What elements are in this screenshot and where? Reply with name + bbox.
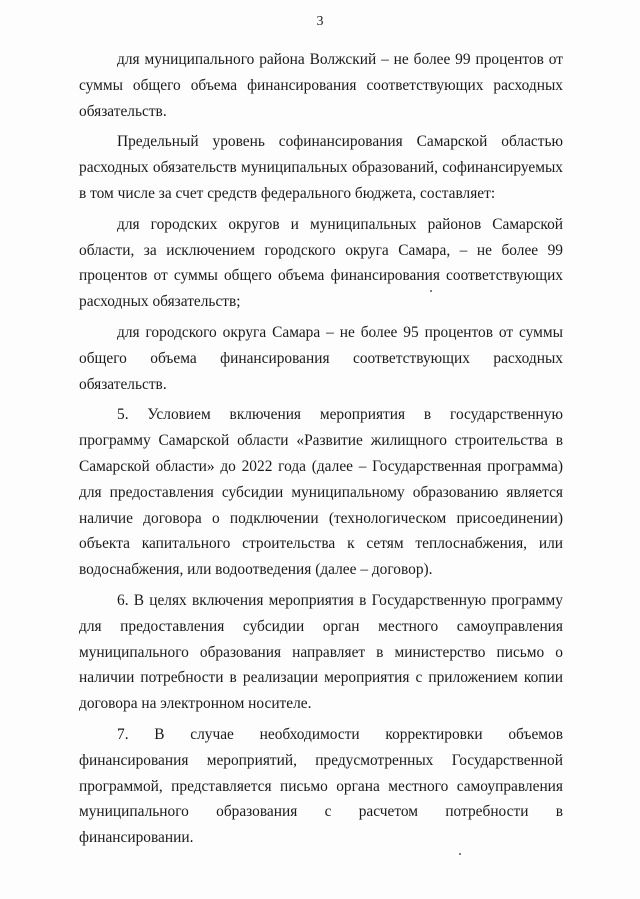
paragraph-3: для городских округов и муниципальных районов Самарской области, за исключением городского округа Самара, – не более 99 процентов от суммы общего объема финансирования соответствующих расходных обязательств; xyxy=(79,215,563,311)
document-body xyxy=(79,47,563,856)
paragraph-6: 6. В целях включения мероприятия в Государственную программу для предоставления субсидии орган местного самоуправления муниципального образования направляет в министерство письмо о наличии потребности в реализации мероприятия с приложением копии договора на электронном носителе. xyxy=(79,591,563,713)
paragraph-1: для муниципального района Волжский – не более 99 процентов от суммы общего объема финансирования соответствующих расходных обязательств. xyxy=(79,51,563,120)
paragraph-7: 7. В случае необходимости корректировки объемов финансирования мероприятий, предусмотренных Государственной программой, представляется письмо органа местного самоуправления муниципального образования с расчетом потребности в финансировании. xyxy=(79,725,563,847)
paragraph-5: 5. Условием включения мероприятия в государственную программу Самарской области «Развитие жилищного строительства в Самарской области» до 2022 года (далее – Государственная программа) для предоставления субсидии муниципальному образованию является наличие договора о подключении (технологическом присоединении) объекта капитального строительства к сетям теплоснабжения, или водоснабжения, или водоотведения (далее – договор). xyxy=(79,406,563,579)
paragraph-2: Предельный уровень софинансирования Самарской областью расходных обязательств муниципальных образований, софинансируемых в том числе за счет средств федерального бюджета, составляет: xyxy=(79,133,563,202)
page-number: 3 xyxy=(316,14,324,29)
scan-speck xyxy=(430,290,432,292)
scan-speck xyxy=(459,853,461,855)
paragraph-4: для городского округа Самара – не более 95 процентов от суммы общего объема финансирования соответствующих расходных обязательств. xyxy=(79,323,563,393)
